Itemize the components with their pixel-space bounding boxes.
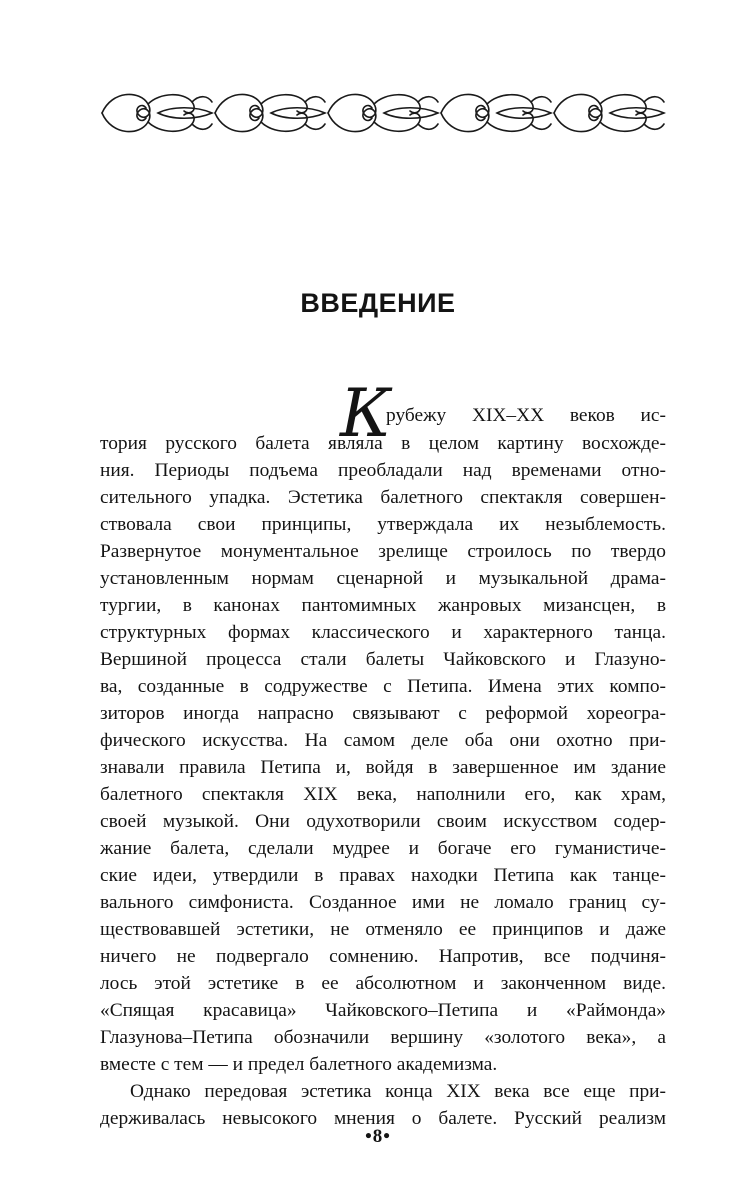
text-line: жание балета, сделали мудрее и богаче его гуманистиче- <box>100 838 666 859</box>
page-number: •8• <box>365 1126 391 1147</box>
text-line: вального симфониста. Созданное ими не ломало границ су- <box>100 892 666 913</box>
text-line: тория русского балета являла в целом картину восхожде- <box>100 433 666 454</box>
text-line: рубежу XIX–XX веков ис- <box>386 405 666 426</box>
text-line: своей музыкой. Они одухотворили своим искусством содер- <box>100 811 666 832</box>
text-line: ществовавшей эстетики, не отменяло ее принципов и даже <box>100 919 666 940</box>
text-line: вместе с тем — и предел балетного академизма. <box>100 1054 498 1075</box>
text-line: структурных формах классического и характерного танца. <box>100 622 666 643</box>
text-line: ничего не подвергало сомнению. Напротив, все подчиня- <box>100 946 666 967</box>
text-line: зиторов иногда напрасно связывают с реформой хореогра- <box>100 703 666 724</box>
text-line: балетного спектакля XIX века, наполнили его, как храм, <box>100 784 666 805</box>
header-ornament <box>98 84 668 142</box>
text-line: ствовала свои принципы, утверждала их незыблемость. <box>100 514 666 535</box>
text-line: фического искусства. На самом деле оба они охотно при- <box>100 730 666 751</box>
chapter-title: ВВЕДЕНИЕ <box>300 288 456 318</box>
text-line: тургии, в канонах пантомимных жанровых мизансцен, в <box>100 595 666 616</box>
drop-cap: К <box>340 375 392 452</box>
text-line: установленным нормам сценарной и музыкальной драма- <box>100 568 666 589</box>
text-line: Однако передовая эстетика конца XIX века все еще при- <box>130 1081 666 1102</box>
text-line: Развернутое монументальное зрелище строилось по твердо <box>100 541 666 562</box>
text-line: держивалась невысокого мнения о балете. Русский реализм <box>100 1108 666 1129</box>
text-line: Вершиной процесса стали балеты Чайковского и Глазуно- <box>100 649 666 670</box>
text-line: ния. Периоды подъема преобладали над временами отно- <box>100 460 666 481</box>
text-line: лось этой эстетике в ее абсолютном и законченном виде. <box>100 973 666 994</box>
text-line: знавали правила Петипа и, войдя в завершенное им здание <box>100 757 666 778</box>
text-line: «Спящая красавица» Чайковского–Петипа и «Раймонда» <box>100 1000 666 1021</box>
text-line: ские идеи, утвердили в правах находки Петипа как танце- <box>100 865 666 886</box>
text-line: Глазунова–Петипа обозначили вершину «золотого века», а <box>100 1027 666 1048</box>
text-line: сительного упадка. Эстетика балетного спектакля совершен- <box>100 487 666 508</box>
ornament-scroll-icon <box>98 84 668 142</box>
text-line: ва, созданные в содружестве с Петипа. Имена этих компо- <box>100 676 666 697</box>
